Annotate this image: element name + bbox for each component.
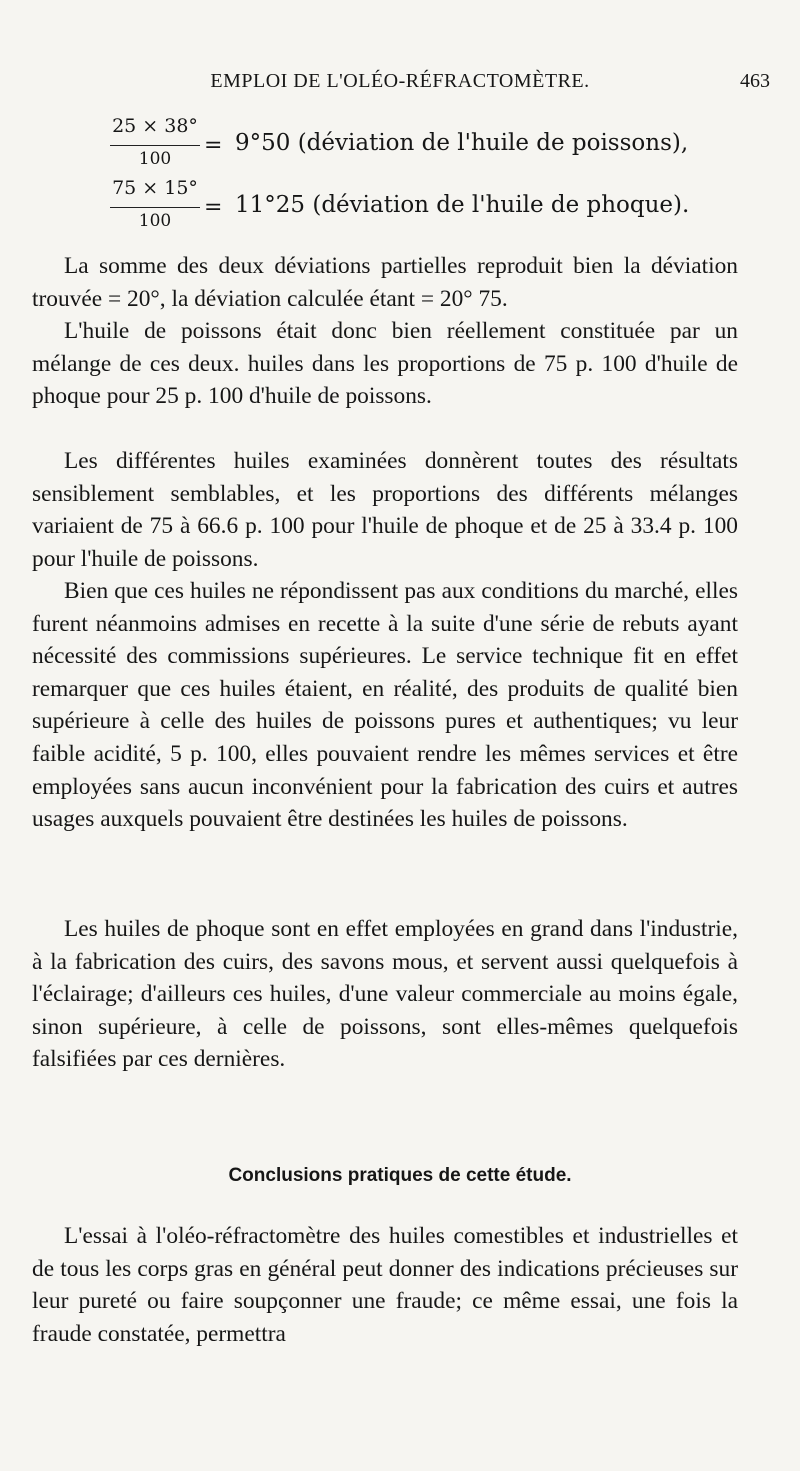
page-number: 463 [740, 70, 770, 92]
paragraph-text: Bien que ces huiles ne répondissent pas aux conditions du marché, elles furent néanmoins admises en recette à la suite d'une série de rebuts ayant nécessité des commissions supérieures. Le service technique fit en effet remarquer que ces huiles étaient, en réalité, des produits de qualité bien supérieure à celle des huiles de poissons pures et authentiques; vu leur faible acidité, 5 p. 100, elles pouvaient rendre les mêmes services et être employées sans aucun inconvénient pour la fabrication des cuirs et autres usages auxquels pouvaient être destinées les huiles de poissons. [32, 578, 738, 833]
fraction-bar [110, 207, 200, 208]
paragraph-text: L'essai à l'oléo-réfractomètre des huiles comestibles et industrielles et de tous les corps gras en général peut donner des indications précieuses sur leur pureté ou faire soupçonner une fraude; ce même essai, une fois la fraude constatée, permettra [32, 1223, 738, 1347]
paragraph-conclusions [32, 1220, 738, 1350]
paragraph-sum-deviations [32, 250, 738, 315]
formula-denominator: 100 [138, 211, 172, 231]
paragraph-market-conditions [32, 575, 738, 836]
paragraph-text: Les différentes huiles examinées donnèrent toutes des résultats sensiblement semblables, et les proportions des différents mélanges variaient de 75 à 66.6 p. 100 pour l'huile de phoque et de 25 à 33.4 p. 100 pour l'huile de poissons. [32, 448, 738, 572]
equals-sign: = [204, 195, 223, 220]
running-head [60, 70, 770, 106]
paragraph-text: L'huile de poissons était donc bien réellement constituée par un mélange de ces deux. huiles dans les proportions de 75 p. 100 d'huile de phoque pour 25 p. 100 d'huile de poissons. [32, 318, 738, 410]
formula-result: 11°25 (déviation de l'huile de phoque). [235, 192, 690, 218]
formula-numerator: 25 × 38° [112, 115, 198, 137]
formula-denominator: 100 [138, 149, 172, 169]
running-title: EMPLOI DE L'OLÉO-RÉFRACTOMÈTRE. [210, 70, 590, 92]
fraction-bar [110, 145, 200, 146]
paragraph-results [32, 445, 738, 575]
equals-sign: = [204, 133, 223, 158]
paragraph-seal-oil-usage [32, 913, 738, 1076]
paragraph-text: Les huiles de phoque sont en effet employées en grand dans l'industrie, à la fabrication des cuirs, des savons mous, et servent aussi quelquefois à l'éclairage; d'ailleurs ces huiles, d'une valeur commerciale au moins égale, sinon supérieure, à celle de poissons, sont elles-mêmes quelquefois falsifiées par ces dernières. [32, 916, 738, 1073]
formula-result: 9°50 (déviation de l'huile de poissons), [235, 130, 689, 156]
paragraph-text: La somme des deux déviations partielles reproduit bien la déviation trouvée = 20°, la déviation calculée étant = 20° 75. [32, 253, 738, 312]
section-heading: Conclusions pratiques de cette étude. [228, 1165, 572, 1186]
paragraph-fish-oil-mixture [32, 315, 738, 413]
formula-numerator: 75 × 15° [112, 177, 198, 199]
